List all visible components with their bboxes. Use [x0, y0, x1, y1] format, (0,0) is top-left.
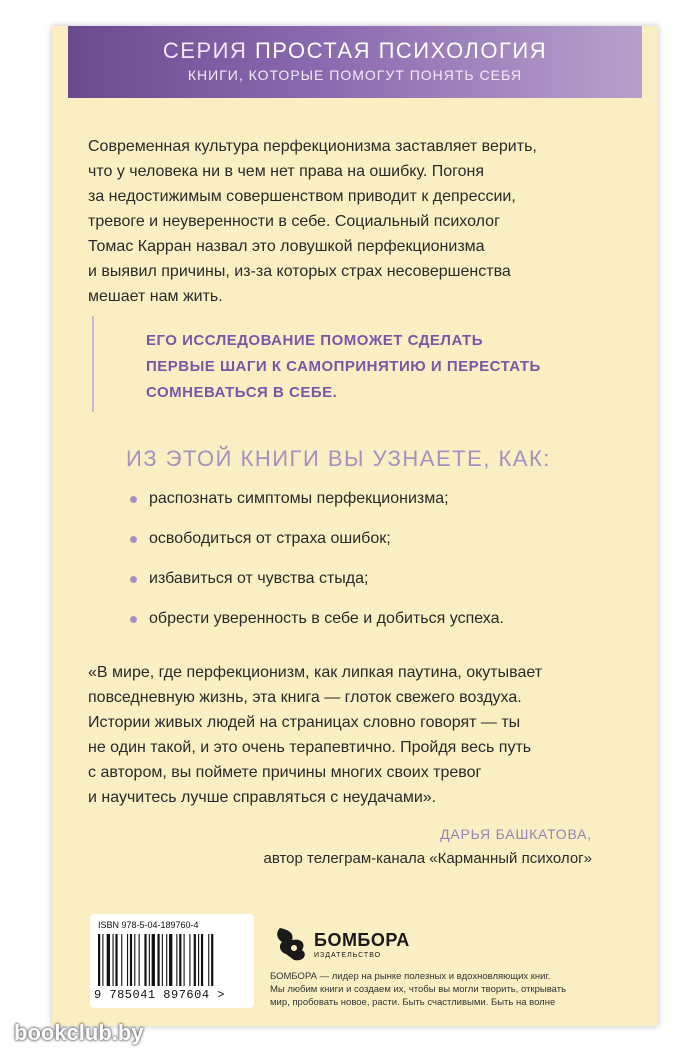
barcode-stripe [166, 934, 167, 986]
learn-heading: ИЗ ЭТОЙ КНИГИ ВЫ УЗНАЕТЕ, КАК: [126, 446, 551, 471]
highlight-block [92, 316, 614, 412]
quote-line: и научитесь лучше справляться с неудачами». [88, 789, 437, 806]
bullet-dot-icon [130, 496, 137, 503]
quote-line: повседневную жизнь, эта книга — глоток свежего воздуха. [88, 689, 522, 706]
barcode-stripe [157, 934, 159, 986]
barcode-stripe [144, 934, 146, 986]
highlight-line: ПЕРВЫЕ ШАГИ К САМОПРИНЯТИЮ И ПЕРЕСТАТЬ [146, 358, 541, 375]
bullet-dot-icon [130, 616, 137, 623]
quote-author-name: ДАРЬЯ БАШКАТОВА, [440, 826, 592, 842]
series-label: СЕРИЯ [162, 38, 248, 63]
barcode-stripe [198, 934, 199, 986]
intro-line: Современная культура перфекционизма заставляет верить, [88, 138, 537, 155]
isbn-text: ISBN 978-5-04-189760-4 [98, 920, 199, 930]
list-item-text: освободиться от страха ошибок; [149, 530, 391, 547]
barcode-stripe [189, 934, 190, 986]
publisher-brand: БОМБОРА [314, 930, 410, 950]
barcode-stripe [130, 934, 132, 986]
barcode-stripe [208, 934, 209, 986]
highlight-line: ЕГО ИССЛЕДОВАНИЕ ПОМОЖЕТ СДЕЛАТЬ [146, 332, 483, 349]
learn-list [124, 486, 644, 646]
barcode-stripe [115, 934, 117, 986]
barcode-stripe [184, 934, 185, 986]
quote-author-role: автор телеграм-канала «Карманный психолог» [263, 850, 592, 867]
barcode-stripe [127, 934, 128, 986]
list-item-text: обрести уверенность в себе и добиться успеха. [149, 610, 504, 627]
publisher-line: мир, пробовать новое, расти. Быть счастливыми. Быть на волне [270, 997, 556, 1008]
barcode-stripe [113, 934, 114, 986]
series-title [68, 38, 642, 64]
bullet-dot-icon [130, 576, 137, 583]
book-back-cover [52, 26, 658, 1026]
list-item [124, 526, 644, 566]
barcode-stripe [194, 934, 196, 986]
barcode-stripe [98, 934, 100, 986]
publisher-line: БОМБОРА — лидер на рынке полезных и вдохновляющих книг. [270, 971, 551, 982]
barcode-stripe [201, 934, 203, 986]
intro-line: тревоге и неуверенности в себе. Социальный психолог [88, 213, 500, 230]
barcode-bars-icon [98, 934, 246, 986]
barcode-stripe [176, 934, 177, 986]
list-item [124, 606, 644, 646]
intro-line: за недостижимым совершенством приводит к депрессии, [88, 188, 516, 205]
barcode-stripe [139, 934, 140, 986]
quote-line: Истории живых людей на страницах словно говорят — ты [88, 714, 521, 731]
list-item-text: распознать симптомы перфекционизма; [149, 490, 449, 507]
intro-line: что у человека ни в чем нет права на ошибку. Погоня [88, 163, 485, 180]
barcode-stripe [107, 934, 110, 986]
highlight-text [146, 328, 541, 406]
barcode-stripe [152, 934, 155, 986]
quote-line: с автором, вы поймете причины многих своих тревог [88, 764, 482, 781]
series-subtitle: КНИГИ, КОТОРЫЕ ПОМОГУТ ПОНЯТЬ СЕБЯ [187, 67, 523, 83]
intro-line: Томас Карран назвал это ловушкой перфекционизма [88, 238, 485, 255]
review-quote [88, 660, 648, 810]
barcode-stripe [134, 934, 135, 986]
highlight-line: СОМНЕВАТЬСЯ В СЕБЕ. [146, 384, 338, 401]
intro-line: мешает нам жить. [88, 288, 223, 305]
barcode-stripe [211, 934, 213, 986]
intro-line: и выявил причины, из-за которых страх несовершенства [88, 263, 511, 280]
publisher-brand-sub: ИЗДАТЕЛЬСТВО [314, 952, 382, 959]
barcode-stripe [149, 934, 150, 986]
barcode [90, 914, 254, 1008]
publisher-description [270, 970, 630, 1009]
list-item [124, 486, 644, 526]
quote-line: не один такой, и это очень терапевтично. Пройдя весь путь [88, 739, 532, 756]
list-item [124, 566, 644, 606]
barcode-stripe [102, 934, 103, 986]
barcode-stripe [179, 934, 181, 986]
bullet-dot-icon [130, 536, 137, 543]
series-name: ПРОСТАЯ ПСИХОЛОГИЯ [254, 38, 548, 63]
quote-line: «В мире, где перфекционизм, как липкая паутина, окутывает [88, 664, 543, 681]
bombora-logo-icon [272, 924, 312, 964]
series-banner [68, 26, 642, 98]
barcode-stripe [162, 934, 163, 986]
list-item-text: избавиться от чувства стыда; [149, 570, 369, 587]
barcode-number: 9 785041 897604 > [94, 988, 225, 1002]
publisher-line: Мы любим книги и создаем их, чтобы вы могли творить, открывать [270, 984, 567, 995]
site-watermark: bookclub.by [14, 1020, 144, 1045]
barcode-stripe [169, 934, 172, 986]
barcode-stripe [121, 934, 122, 986]
intro-paragraph [88, 134, 638, 309]
